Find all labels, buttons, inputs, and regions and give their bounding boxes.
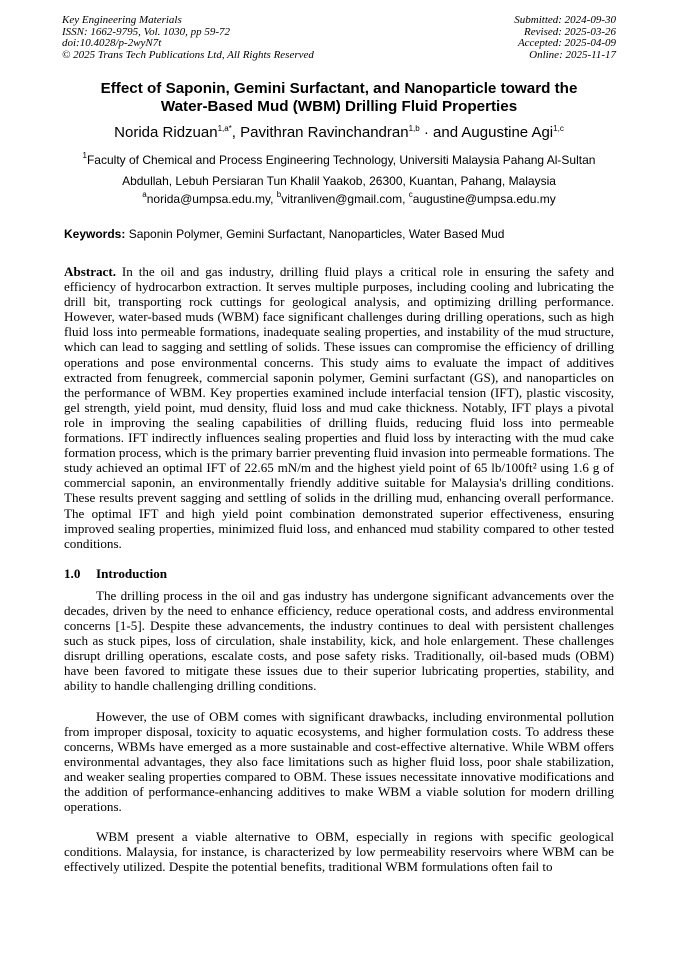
author-sep: , bbox=[231, 124, 241, 141]
paragraph: WBM present a viable alternative to OBM, especially in regions with specific geological conditions. Malaysia, for instance, is characterized by low permeability reservoirs where WBM can be effectively utilized. Despite the potential benefits, traditional WBM formulations often fail to bbox=[64, 829, 614, 875]
email-sup: b bbox=[276, 190, 282, 199]
author-name: Augustine Agi bbox=[461, 124, 554, 141]
journal-header bbox=[62, 15, 616, 61]
authors bbox=[20, 124, 658, 141]
keywords-text: Saponin Polymer, Gemini Surfactant, Nanoparticles, Water Based Mud bbox=[125, 227, 505, 241]
paper-title bbox=[40, 80, 638, 116]
title-line: Water-Based Mud (WBM) Drilling Fluid Properties bbox=[160, 98, 518, 115]
affiliation bbox=[40, 150, 638, 192]
section-heading bbox=[64, 566, 614, 581]
author-sup: 1,a* bbox=[217, 124, 232, 133]
affiliation-sup: 1 bbox=[82, 151, 87, 160]
email-sup: a bbox=[142, 190, 147, 199]
issn-volume: ISSN: 1662-9795, Vol. 1030, pp 59-72 bbox=[62, 25, 231, 38]
affiliation-line: Faculty of Chemical and Process Engineering Technology, Universiti Malaysia Pahang Al-Sultan bbox=[86, 153, 596, 167]
author-sup: 1,c bbox=[553, 124, 564, 133]
paragraph: However, the use of OBM comes with significant drawbacks, including environmental pollution from improper disposal, toxicity to aquatic ecosystems, and higher formulation costs. To address these concerns, WBMs have emerged as a more sustainable and cost-effective alternative. While WBM offers environmental advantages, they also face limitations such as higher fluid loss, poor shale stabilization, and weaker sealing properties compared to OBM. These issues necessitate innovative modifications and the addition of performance-enhancing additives to make WBM a viable solution for modern drilling operations. bbox=[64, 708, 614, 815]
online-date: Online: 2025-11-17 bbox=[529, 48, 616, 61]
keywords-label: Keywords: bbox=[64, 227, 126, 241]
title-line: Effect of Saponin, Gemini Surfactant, and Nanoparticle toward the bbox=[100, 80, 578, 97]
body-text bbox=[64, 264, 614, 874]
abstract-text: In the oil and gas industry, drilling fluid plays a critical role in ensuring the safety and efficiency of hydrocarbon extraction. It serves multiple purposes, including cooling and lubricating the drill bit, transporting rock cuttings for geological analysis, and optimizing drilling performance. However, water-based muds (WBM) face significant challenges during drilling operations, such as high fluid loss into permeable formations, inadequate sealing properties, and instability of the mud structure, which can lead to sagging and settling of solids. These issues can compromise the efficiency of drilling operations and pose environmental concerns. This study aims to evaluate the impact of additives extracted from fenugreek, commercial saponin polymer, Gemini surfactant (GS), and nanoparticles on the performance of WBM. Key properties examined include interfacial tension (IFT), plastic viscosity, gel strength, yield point, mud density, fluid loss and mud cake thickness. Notably, IFT plays a pivotal role in improving the sealing capabilities of drilling fluids, reducing fluid loss into permeable formations. IFT indirectly influences sealing properties and fluid loss by interacting with the mud cake formation process, which is the primary barrier preventing fluid invasion into permeable formations. The study achieved an optimal IFT of 22.65 mN/m and the highest yield point of 65 lb/100ft² using 1.6 g of commercial saponin, an environmentally friendly additive suitable for Malaysia's drilling conditions. These results prevent sagging and settling of solids in the drilling mud, enhancing overall performance. The optimal IFT and high yield point combination demonstrated superior effectiveness, ensuring improved sealing properties, minimized fluid loss, and enhanced mud stability compared to other tested conditions. bbox=[64, 264, 614, 551]
author-name: Norida Ridzuan bbox=[114, 124, 218, 141]
email-link[interactable]: vitranliven@gmail.com, bbox=[281, 192, 409, 206]
section-title: Introduction bbox=[96, 565, 168, 581]
revised-date: Revised: 2025-03-26 bbox=[524, 25, 616, 38]
author-sup: 1,b bbox=[408, 124, 420, 133]
email-link[interactable]: augustine@umpsa.edu.my bbox=[412, 192, 556, 206]
journal-info bbox=[62, 15, 314, 61]
journal-name: Key Engineering Materials bbox=[62, 14, 182, 26]
section-number: 1.0 bbox=[64, 565, 81, 581]
abstract-label: Abstract. bbox=[64, 264, 116, 279]
emails bbox=[60, 192, 638, 206]
author-name: Pavithran Ravinchandran bbox=[240, 124, 409, 141]
keywords bbox=[64, 227, 504, 241]
dates bbox=[514, 15, 616, 61]
copyright: © 2025 Trans Tech Publications Ltd, All Rights Reserved bbox=[62, 48, 314, 61]
abstract bbox=[64, 264, 614, 551]
paragraph: The drilling process in the oil and gas industry has undergone significant advancements over the decades, driven by the need to enhance efficiency, reduce operational costs, and address environmental concerns [1-5]. Despite these advancements, the industry continues to deal with persistent challenges such as stuck pipes, loss of circulation, shale instability, kick, and hole enlargement. These challenges disrupt drilling operations, escalate costs, and pose safety risks. Traditionally, oil-based muds (OBM) have been favored to mitigate these issues due to their superior lubricating properties, stability, and ability to handle challenging drilling conditions. bbox=[64, 587, 614, 694]
submitted-date: Submitted: 2024-09-30 bbox=[514, 14, 616, 26]
doi: doi:10.4028/p-2wyN7t bbox=[62, 37, 162, 50]
email-sup: c bbox=[408, 190, 413, 199]
accepted-date: Accepted: 2025-04-09 bbox=[517, 37, 616, 50]
author-sep: · and bbox=[419, 124, 462, 141]
affiliation-line: Abdullah, Lebuh Persiaran Tun Khalil Yaakob, 26300, Kuantan, Pahang, Malaysia bbox=[122, 174, 556, 188]
email-link[interactable]: norida@umpsa.edu.my, bbox=[146, 192, 277, 206]
